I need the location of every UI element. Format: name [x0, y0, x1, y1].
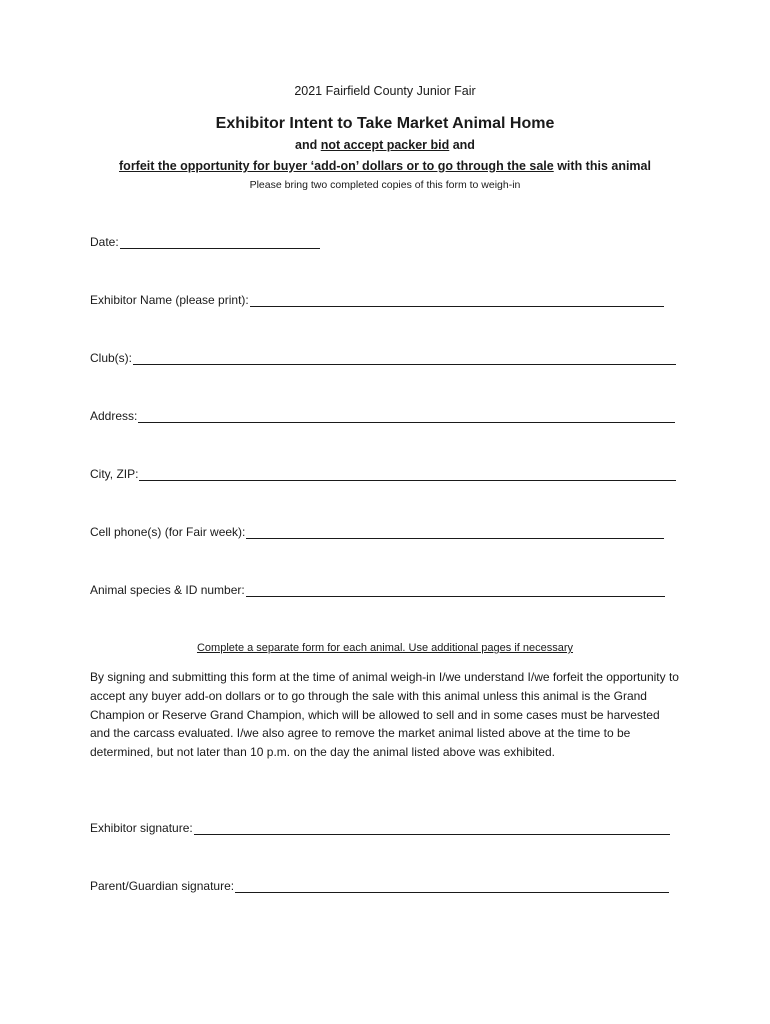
subtitle-line-2: [0, 159, 770, 173]
subtitle2-suffix: with this animal: [553, 159, 651, 173]
address-field: [90, 409, 675, 423]
subtitle-line-1: [0, 138, 770, 152]
date-label: Date:: [90, 235, 119, 249]
exhibitor-name-input-line[interactable]: [250, 294, 664, 307]
clubs-input-line[interactable]: [133, 352, 676, 365]
address-label: Address:: [90, 409, 138, 423]
exhibitor-signature-label: Exhibitor signature:: [90, 821, 193, 835]
city-zip-input-line[interactable]: [139, 468, 676, 481]
agreement-paragraph: By signing and submitting this form at the time of animal weigh-in I/we understand I/we forfeit the opportunity to accept any buyer add-on dollars or to go through the sale with this animal unless this animal is the Grand Champion or Reserve Grand Champion, which will be allowed to sell and in some cases must be harvested and the carcass evaluated. I/we also agree to remove the market animal listed above at the time to be determined, but not later than 10 p.m. on the day the animal listed above was exhibited.: [90, 670, 679, 760]
date-field: [90, 235, 320, 249]
subtitle-underlined: not accept packer bid: [320, 138, 450, 152]
instruction-text: Please bring two completed copies of this form to weigh-in: [249, 179, 521, 191]
exhibitor-name-label: Exhibitor Name (please print):: [90, 293, 249, 307]
animal-species-input-line[interactable]: [246, 584, 665, 597]
parent-signature-line[interactable]: [235, 880, 669, 893]
animal-species-label: Animal species & ID number:: [90, 583, 245, 597]
exhibitor-signature-line[interactable]: [194, 822, 670, 835]
clubs-field: [90, 351, 676, 365]
parent-signature-field: [90, 879, 669, 893]
subtitle-suffix: and: [449, 138, 475, 152]
subtitle-prefix: and: [295, 138, 321, 152]
subtitle2-underlined: forfeit the opportunity for buyer ‘add-on’ dollars or to go through the sale: [119, 159, 554, 173]
exhibitor-name-field: [90, 293, 664, 307]
fair-name: 2021 Fairfield County Junior Fair: [294, 84, 476, 98]
animal-species-field: [90, 583, 665, 597]
city-zip-field: [90, 467, 676, 481]
date-input-line[interactable]: [120, 236, 320, 249]
city-zip-label: City, ZIP:: [90, 467, 139, 481]
cell-phone-field: [90, 525, 664, 539]
form-title: Exhibitor Intent to Take Market Animal Home: [215, 115, 555, 132]
separate-form-note: Complete a separate form for each animal. Use additional pages if necessary: [196, 642, 574, 654]
cell-phone-label: Cell phone(s) (for Fair week):: [90, 525, 246, 539]
address-input-line[interactable]: [138, 410, 675, 423]
cell-phone-input-line[interactable]: [246, 526, 664, 539]
clubs-label: Club(s):: [90, 351, 133, 365]
exhibitor-signature-field: [90, 821, 670, 835]
parent-signature-label: Parent/Guardian signature:: [90, 879, 235, 893]
